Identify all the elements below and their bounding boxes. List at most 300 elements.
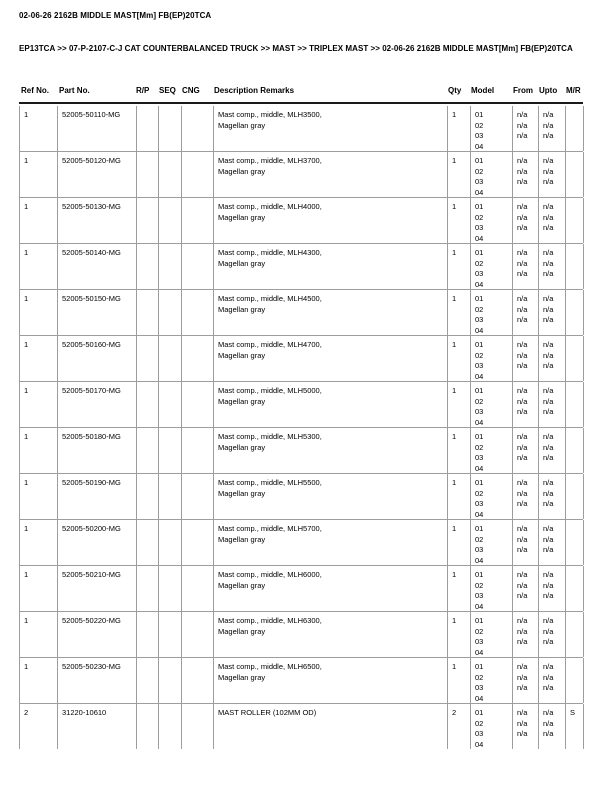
cell-upto-item: n/a (543, 396, 554, 406)
cell-rp (136, 290, 158, 335)
cell-mr (565, 198, 583, 243)
cell-model-item: 02 (475, 580, 484, 590)
cell-ref-no (19, 152, 57, 197)
table-row (19, 198, 583, 244)
cell-from-item: n/a (517, 453, 528, 462)
description-line-2: Magellan gray (218, 580, 266, 590)
cell-qty (447, 428, 470, 473)
cell-cng (181, 106, 213, 151)
breadcrumb: EP13TCA >> 07-P-2107-C-J CAT COUNTERBALANCED TRUCK >> MAST >> TRIPLEX MAST >> 02-06-26 2162B MIDDLE MAST[Mm] FB(EP)20TCA (19, 44, 573, 53)
cell-model-item: 02 (475, 212, 484, 222)
cell-cng (181, 290, 213, 335)
cell-seq (158, 382, 181, 427)
cell-cng (181, 520, 213, 565)
cell-ref-no (19, 520, 57, 565)
cell-from-item: n/a (517, 340, 528, 349)
cell-ref-no (19, 566, 57, 611)
cell-qty-text: 1 (452, 662, 457, 671)
table-row (19, 382, 583, 428)
table-body (19, 106, 583, 749)
cell-model (470, 658, 512, 703)
cell-from-item: n/a (517, 223, 528, 232)
cell-rp (136, 658, 158, 703)
cell-upto-item: n/a (543, 591, 554, 600)
cell-description (213, 244, 447, 289)
cell-from-item: n/a (517, 478, 528, 487)
table-right-rule (583, 704, 584, 749)
cell-qty (447, 244, 470, 289)
cell-upto (538, 520, 565, 565)
cell-upto-item: n/a (543, 202, 554, 211)
cell-qty (447, 704, 470, 749)
cell-upto-item: n/a (543, 361, 554, 370)
cell-mr (565, 428, 583, 473)
cell-model-item: 03 (475, 729, 484, 738)
cell-mr (565, 382, 583, 427)
cell-rp (136, 474, 158, 519)
cell-description (213, 198, 447, 243)
cell-model-item: 03 (475, 131, 484, 140)
table-row (19, 152, 583, 198)
cell-qty-text: 1 (452, 294, 457, 303)
cell-from-item: n/a (517, 626, 528, 636)
cell-upto-item: n/a (543, 616, 554, 625)
cell-upto-item: n/a (543, 524, 554, 533)
cell-upto-item: n/a (543, 534, 554, 544)
cell-model-item: 03 (475, 177, 484, 186)
cell-ref-no (19, 336, 57, 381)
cell-model (470, 152, 512, 197)
cell-model-item: 02 (475, 442, 484, 452)
cell-model-item: 02 (475, 626, 484, 636)
cell-rp (136, 336, 158, 381)
table-right-rule (583, 612, 584, 657)
cell-qty (447, 152, 470, 197)
cell-from-item: n/a (517, 524, 528, 533)
cell-description (213, 106, 447, 151)
cell-from-item: n/a (517, 662, 528, 671)
cell-part-no (57, 152, 136, 197)
cell-from-item: n/a (517, 545, 528, 554)
cell-part-no-text: 52005-50180-MG (62, 432, 121, 441)
cell-description (213, 704, 447, 749)
column-header-model: Model (471, 86, 495, 95)
table-row (19, 244, 583, 290)
cell-rp (136, 152, 158, 197)
cell-qty-text: 1 (452, 616, 457, 625)
cell-rp (136, 106, 158, 151)
cell-upto-item: n/a (543, 110, 554, 119)
cell-upto-item: n/a (543, 637, 554, 646)
cell-mr (565, 244, 583, 289)
description-line-2: Magellan gray (218, 258, 266, 268)
cell-qty-text: 1 (452, 340, 457, 349)
cell-upto (538, 704, 565, 749)
cell-part-no (57, 198, 136, 243)
cell-model-item: 04 (475, 187, 484, 197)
cell-upto-item: n/a (543, 672, 554, 682)
cell-from-item: n/a (517, 672, 528, 682)
cell-cng (181, 382, 213, 427)
table-right-rule (583, 244, 584, 289)
description-line-2: Magellan gray (218, 166, 266, 176)
cell-model-item: 04 (475, 279, 484, 289)
cell-part-no (57, 520, 136, 565)
cell-model-item: 02 (475, 396, 484, 406)
cell-from-item: n/a (517, 708, 528, 717)
cell-from-item: n/a (517, 442, 528, 452)
cell-mr (565, 704, 583, 749)
cell-seq (158, 244, 181, 289)
cell-model-item: 04 (475, 463, 484, 473)
cell-seq (158, 198, 181, 243)
cell-model-item: 01 (475, 524, 484, 533)
cell-upto-item: n/a (543, 729, 554, 738)
description-line-1: Mast comp., middle, MLH4300, (218, 248, 322, 257)
cell-part-no (57, 474, 136, 519)
description-line-2: Magellan gray (218, 442, 266, 452)
description-line-1: Mast comp., middle, MLH6500, (218, 662, 322, 671)
cell-model (470, 106, 512, 151)
cell-upto-item: n/a (543, 340, 554, 349)
cell-from-item: n/a (517, 386, 528, 395)
cell-from-item: n/a (517, 407, 528, 416)
cell-part-no-text: 52005-50190-MG (62, 478, 121, 487)
cell-ref-no-text: 1 (24, 156, 29, 165)
cell-model (470, 474, 512, 519)
cell-cng (181, 704, 213, 749)
cell-qty-text: 1 (452, 386, 457, 395)
cell-cng (181, 152, 213, 197)
cell-from-item: n/a (517, 269, 528, 278)
header-rule (19, 102, 583, 104)
cell-qty-text: 1 (452, 478, 457, 487)
cell-upto (538, 612, 565, 657)
cell-qty (447, 336, 470, 381)
cell-part-no (57, 382, 136, 427)
description-line-2: Magellan gray (218, 672, 266, 682)
description-line-1: Mast comp., middle, MLH5000, (218, 386, 322, 395)
cell-seq (158, 474, 181, 519)
cell-part-no-text: 52005-50210-MG (62, 570, 121, 579)
cell-from-item: n/a (517, 177, 528, 186)
cell-from (512, 244, 538, 289)
table-right-rule (583, 290, 584, 335)
description-line-1: Mast comp., middle, MLH4500, (218, 294, 322, 303)
table-row (19, 336, 583, 382)
cell-qty (447, 382, 470, 427)
cell-cng (181, 336, 213, 381)
cell-upto-item: n/a (543, 708, 554, 717)
cell-seq (158, 612, 181, 657)
cell-part-no (57, 704, 136, 749)
cell-model-item: 04 (475, 371, 484, 381)
cell-upto-item: n/a (543, 223, 554, 232)
cell-model-item: 01 (475, 478, 484, 487)
description-line-2: Magellan gray (218, 120, 266, 130)
cell-from-item: n/a (517, 131, 528, 140)
cell-from-item: n/a (517, 156, 528, 165)
cell-upto (538, 336, 565, 381)
description-line-1: Mast comp., middle, MLH5300, (218, 432, 322, 441)
cell-mr-text: S (570, 708, 576, 717)
column-header-mr: M/R (566, 86, 581, 95)
cell-seq (158, 428, 181, 473)
cell-qty (447, 658, 470, 703)
cell-part-no-text: 31220-10610 (62, 708, 107, 717)
cell-model-item: 02 (475, 350, 484, 360)
cell-upto-item: n/a (543, 248, 554, 257)
cell-ref-no-text: 1 (24, 248, 29, 257)
cell-upto-item: n/a (543, 315, 554, 324)
cell-mr (565, 612, 583, 657)
cell-ref-no-text: 2 (24, 708, 29, 717)
cell-model-item: 03 (475, 683, 484, 692)
cell-model-item: 02 (475, 120, 484, 130)
cell-seq (158, 290, 181, 335)
cell-model-item: 03 (475, 223, 484, 232)
cell-model-item: 03 (475, 637, 484, 646)
cell-mr (565, 566, 583, 611)
cell-upto-item: n/a (543, 269, 554, 278)
description-line-2: Magellan gray (218, 488, 266, 498)
cell-ref-no (19, 198, 57, 243)
cell-description (213, 428, 447, 473)
table-row (19, 658, 583, 704)
column-header-rp: R/P (136, 86, 150, 95)
cell-model-item: 01 (475, 294, 484, 303)
cell-upto-item: n/a (543, 177, 554, 186)
cell-model-item: 03 (475, 315, 484, 324)
cell-qty (447, 474, 470, 519)
description-line-1: Mast comp., middle, MLH5700, (218, 524, 322, 533)
cell-mr (565, 474, 583, 519)
cell-from-item: n/a (517, 488, 528, 498)
column-header-description: Description Remarks (214, 86, 295, 95)
cell-model-item: 02 (475, 672, 484, 682)
cell-ref-no (19, 474, 57, 519)
cell-upto-item: n/a (543, 499, 554, 508)
cell-model-item: 04 (475, 647, 484, 657)
cell-cng (181, 198, 213, 243)
cell-ref-no (19, 290, 57, 335)
table-row (19, 106, 583, 152)
cell-upto-item: n/a (543, 662, 554, 671)
description-line-2: Magellan gray (218, 626, 266, 636)
description-line-1: Mast comp., middle, MLH3700, (218, 156, 322, 165)
cell-qty (447, 106, 470, 151)
description-line-1: MAST ROLLER (102MM OD) (218, 708, 317, 717)
description-line-1: Mast comp., middle, MLH4700, (218, 340, 322, 349)
cell-model-item: 01 (475, 616, 484, 625)
cell-model-item: 03 (475, 361, 484, 370)
cell-from-item: n/a (517, 591, 528, 600)
description-line-1: Mast comp., middle, MLH5500, (218, 478, 322, 487)
cell-ref-no-text: 1 (24, 432, 29, 441)
cell-ref-no-text: 1 (24, 110, 29, 119)
cell-from (512, 704, 538, 749)
cell-upto-item: n/a (543, 718, 554, 728)
cell-description (213, 152, 447, 197)
column-header-from: From (513, 86, 533, 95)
cell-model-item: 04 (475, 555, 484, 565)
table-right-rule (583, 428, 584, 473)
cell-part-no-text: 52005-50120-MG (62, 156, 121, 165)
cell-qty (447, 612, 470, 657)
cell-qty-text: 1 (452, 524, 457, 533)
cell-mr (565, 658, 583, 703)
cell-rp (136, 382, 158, 427)
cell-seq (158, 658, 181, 703)
cell-upto-item: n/a (543, 683, 554, 692)
cell-ref-no (19, 428, 57, 473)
cell-from-item: n/a (517, 616, 528, 625)
cell-ref-no-text: 1 (24, 524, 29, 533)
cell-upto-item: n/a (543, 212, 554, 222)
cell-seq (158, 336, 181, 381)
cell-part-no (57, 612, 136, 657)
cell-seq (158, 520, 181, 565)
cell-seq (158, 704, 181, 749)
cell-upto-item: n/a (543, 580, 554, 590)
cell-cng (181, 658, 213, 703)
cell-part-no (57, 566, 136, 611)
cell-description (213, 474, 447, 519)
cell-part-no-text: 52005-50230-MG (62, 662, 121, 671)
cell-description (213, 290, 447, 335)
cell-upto-item: n/a (543, 166, 554, 176)
cell-upto-item: n/a (543, 350, 554, 360)
description-line-1: Mast comp., middle, MLH4000, (218, 202, 322, 211)
cell-from-item: n/a (517, 248, 528, 257)
table-right-rule (583, 566, 584, 611)
cell-cng (181, 428, 213, 473)
cell-model-item: 02 (475, 304, 484, 314)
cell-qty (447, 520, 470, 565)
cell-part-no-text: 52005-50200-MG (62, 524, 121, 533)
cell-cng (181, 474, 213, 519)
cell-qty-text: 1 (452, 432, 457, 441)
cell-from-item: n/a (517, 637, 528, 646)
cell-model-item: 04 (475, 601, 484, 611)
cell-model-item: 04 (475, 417, 484, 427)
cell-model (470, 198, 512, 243)
cell-model-item: 04 (475, 739, 484, 749)
cell-upto (538, 658, 565, 703)
cell-model-item: 02 (475, 258, 484, 268)
cell-model (470, 428, 512, 473)
cell-upto (538, 106, 565, 151)
description-line-1: Mast comp., middle, MLH3500, (218, 110, 322, 119)
cell-model-item: 01 (475, 340, 484, 349)
cell-seq (158, 152, 181, 197)
cell-description (213, 658, 447, 703)
cell-model-item: 02 (475, 166, 484, 176)
cell-description (213, 520, 447, 565)
table-right-rule (583, 198, 584, 243)
cell-part-no (57, 428, 136, 473)
cell-from (512, 612, 538, 657)
cell-description (213, 382, 447, 427)
cell-from-item: n/a (517, 258, 528, 268)
cell-from (512, 198, 538, 243)
cell-model (470, 290, 512, 335)
cell-upto (538, 198, 565, 243)
cell-ref-no-text: 1 (24, 616, 29, 625)
cell-model (470, 244, 512, 289)
cell-qty-text: 1 (452, 248, 457, 257)
cell-upto-item: n/a (543, 478, 554, 487)
description-line-1: Mast comp., middle, MLH6300, (218, 616, 322, 625)
cell-qty-text: 1 (452, 110, 457, 119)
cell-model-item: 01 (475, 708, 484, 717)
page-title: 02-06-26 2162B MIDDLE MAST[Mm] FB(EP)20TCA (19, 11, 212, 20)
cell-upto-item: n/a (543, 386, 554, 395)
cell-model-item: 01 (475, 570, 484, 579)
cell-from-item: n/a (517, 315, 528, 324)
column-header-upto: Upto (539, 86, 558, 95)
cell-from (512, 336, 538, 381)
table-right-rule (583, 658, 584, 703)
cell-part-no (57, 290, 136, 335)
cell-cng (181, 244, 213, 289)
cell-from-item: n/a (517, 432, 528, 441)
cell-upto-item: n/a (543, 304, 554, 314)
cell-model-item: 02 (475, 718, 484, 728)
description-line-2: Magellan gray (218, 534, 266, 544)
cell-rp (136, 244, 158, 289)
cell-from-item: n/a (517, 580, 528, 590)
cell-from-item: n/a (517, 110, 528, 119)
cell-part-no-text: 52005-50130-MG (62, 202, 121, 211)
cell-part-no-text: 52005-50220-MG (62, 616, 121, 625)
table-right-rule (583, 520, 584, 565)
cell-model-item: 03 (475, 407, 484, 416)
cell-model (470, 382, 512, 427)
cell-model-item: 04 (475, 325, 484, 335)
cell-upto-item: n/a (543, 120, 554, 130)
cell-upto (538, 290, 565, 335)
cell-upto (538, 152, 565, 197)
table-right-rule (583, 152, 584, 197)
cell-model (470, 704, 512, 749)
table-row (19, 612, 583, 658)
description-line-2: Magellan gray (218, 396, 266, 406)
table-row (19, 428, 583, 474)
cell-model-item: 04 (475, 233, 484, 243)
cell-model-item: 01 (475, 110, 484, 119)
cell-from-item: n/a (517, 570, 528, 579)
table-row (19, 704, 583, 749)
cell-from-item: n/a (517, 534, 528, 544)
cell-from-item: n/a (517, 729, 528, 738)
cell-from-item: n/a (517, 304, 528, 314)
table-row (19, 290, 583, 336)
description-line-1: Mast comp., middle, MLH6000, (218, 570, 322, 579)
cell-rp (136, 704, 158, 749)
cell-from (512, 152, 538, 197)
cell-ref-no (19, 106, 57, 151)
cell-qty (447, 290, 470, 335)
cell-rp (136, 428, 158, 473)
cell-seq (158, 106, 181, 151)
table-right-rule (583, 474, 584, 519)
cell-upto-item: n/a (543, 488, 554, 498)
cell-part-no-text: 52005-50170-MG (62, 386, 121, 395)
cell-rp (136, 198, 158, 243)
cell-upto-item: n/a (543, 131, 554, 140)
cell-ref-no (19, 612, 57, 657)
